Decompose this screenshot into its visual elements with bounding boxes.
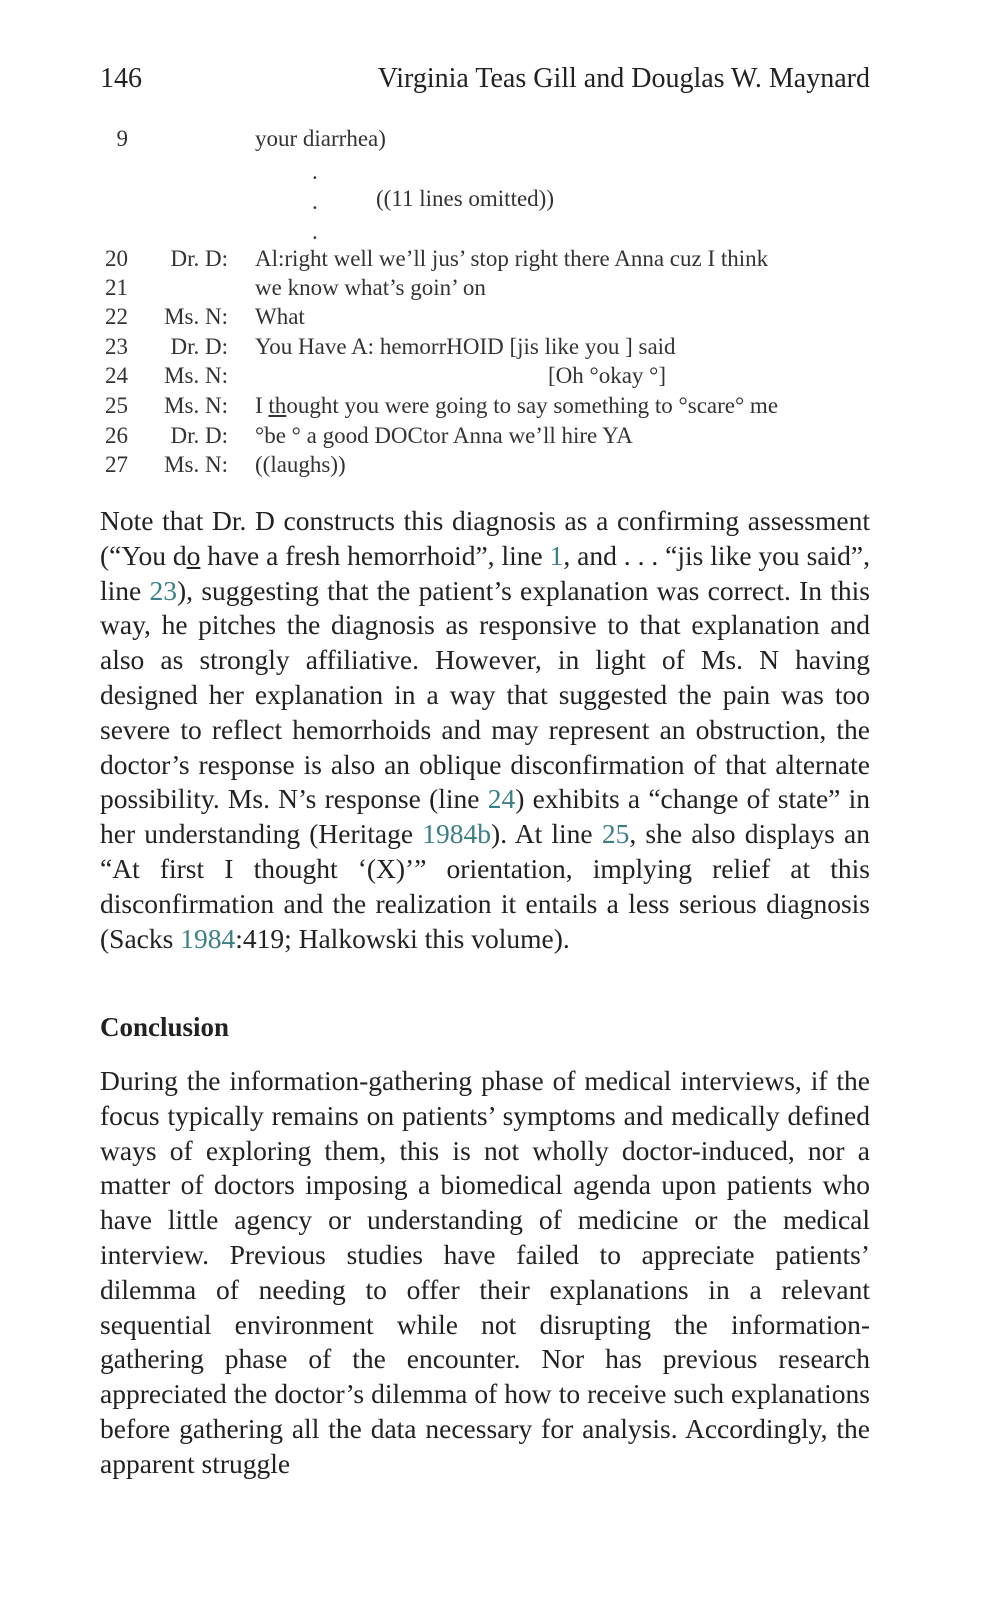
omitted-note: ((11 lines omitted)) — [376, 186, 554, 211]
transcript-line — [100, 421, 890, 451]
line-number: 25 — [105, 393, 128, 418]
line-reference-link[interactable]: 23 — [149, 574, 178, 606]
text-run: have a fresh hemorrhoid”, line — [200, 539, 550, 571]
line-number: 26 — [105, 423, 128, 448]
text-run: :419; Halkowski this volume). — [235, 922, 570, 954]
omitted-note-line — [100, 184, 890, 214]
speaker: Ms. N: — [164, 363, 228, 388]
transcript-line — [100, 450, 890, 480]
line-number: 24 — [105, 363, 128, 388]
section-heading: Conclusion — [100, 1012, 230, 1042]
ellipsis-dot: . — [312, 219, 318, 244]
line-number: 22 — [105, 304, 128, 329]
running-head: Virginia Teas Gill and Douglas W. Maynard — [377, 63, 870, 94]
utterance: Al:right well we’ll jus’ stop right there Anna cuz I think — [255, 246, 769, 271]
transcript-line — [100, 124, 890, 154]
citation-link[interactable]: 1984 — [180, 922, 236, 954]
text-run: ). At line — [491, 818, 602, 850]
utterance — [255, 391, 778, 421]
transcript-line — [100, 273, 890, 303]
utterance: we know what’s goin’ on — [255, 275, 486, 300]
citation-link[interactable]: 1984b — [422, 818, 492, 850]
line-number: 27 — [105, 452, 128, 477]
utterance-part: ought you were going to say something to °scare° me — [286, 393, 779, 418]
utterance: °be ° a good DOCtor Anna we’ll hire YA — [255, 423, 633, 448]
text-run: Note that Dr. D constructs this diagnosis as a confirming assessment (“You d — [100, 505, 870, 571]
transcript-line — [100, 391, 890, 421]
transcript-line — [100, 332, 890, 362]
line-number: 21 — [105, 275, 128, 300]
speaker: Ms. N: — [164, 452, 228, 477]
transcript-line — [100, 244, 890, 274]
speaker: Ms. N: — [164, 393, 228, 418]
line-reference-link[interactable]: 24 — [487, 783, 516, 815]
speaker: Dr. D: — [170, 334, 228, 359]
utterance: [Oh °okay °] — [548, 363, 667, 388]
speaker: Ms. N: — [164, 304, 228, 329]
utterance: ((laughs)) — [255, 452, 346, 477]
text-run: ) exhibits a “change of state” in her understanding (Heritage — [100, 783, 870, 850]
ellipsis-dot: . — [312, 189, 318, 214]
page-number: 146 — [100, 63, 142, 94]
text-run: , she also displays an “At first I thought ‘(X)’” orientation, implying relief at this disconfirmation and the realization it entails a less serious diagnosis (Sacks — [100, 818, 870, 954]
transcript-line — [100, 361, 890, 391]
utterance: What — [255, 304, 305, 329]
utterance-part: I — [255, 393, 269, 418]
utterance: your diarrhea) — [255, 126, 386, 151]
speaker: Dr. D: — [170, 246, 228, 271]
line-reference-link[interactable]: 25 — [601, 818, 630, 850]
line-number: 20 — [105, 246, 128, 271]
text-run: , and . . . “jis like you said”, line — [100, 539, 870, 606]
text-run: ), suggesting that the patient’s explanation was correct. In this way, he pitches the diagnosis as responsive to that explanation and also as strongly affiliative. However, in light of Ms. N having designed her explanation in a way that suggested the pain was too severe to reflect hemorrhoids and may represent an obstruction, the doctor’s response is also an oblique disconfirmation of that alternate possibility. Ms. N’s response (line — [100, 574, 870, 815]
transcript-line — [100, 302, 890, 332]
utterance: You Have A: hemorrHOID [jis like you ] said — [255, 334, 676, 359]
underlined-stress: th — [268, 393, 287, 418]
body-paragraph: During the information-gathering phase of medical interviews, if the focus typically remains on patients’ symptoms and medically defined ways of exploring them, this is not wholly doctor-induced, nor a matter of doctors imposing a biomedical agenda upon patients who have little agency or understanding of medicine or the medical interview. Previous studies have failed to appreciate patients’ dilemma of needing to offer their explanations in a relevant sequential environment while not disrupting the information-gathering phase of the encounter. Nor has previous research appreciated the doctor’s dilemma of how to receive such explanations before gathering all the data necessary for analysis. Accordingly, the apparent struggle — [100, 1065, 870, 1479]
underlined-text: o — [186, 539, 201, 571]
line-number: 23 — [105, 334, 128, 359]
body-paragraph — [100, 504, 870, 956]
line-number: 9 — [116, 126, 128, 151]
ellipsis-dot: . — [312, 159, 318, 184]
speaker: Dr. D: — [170, 423, 228, 448]
line-reference-link[interactable]: 1 — [549, 539, 564, 571]
